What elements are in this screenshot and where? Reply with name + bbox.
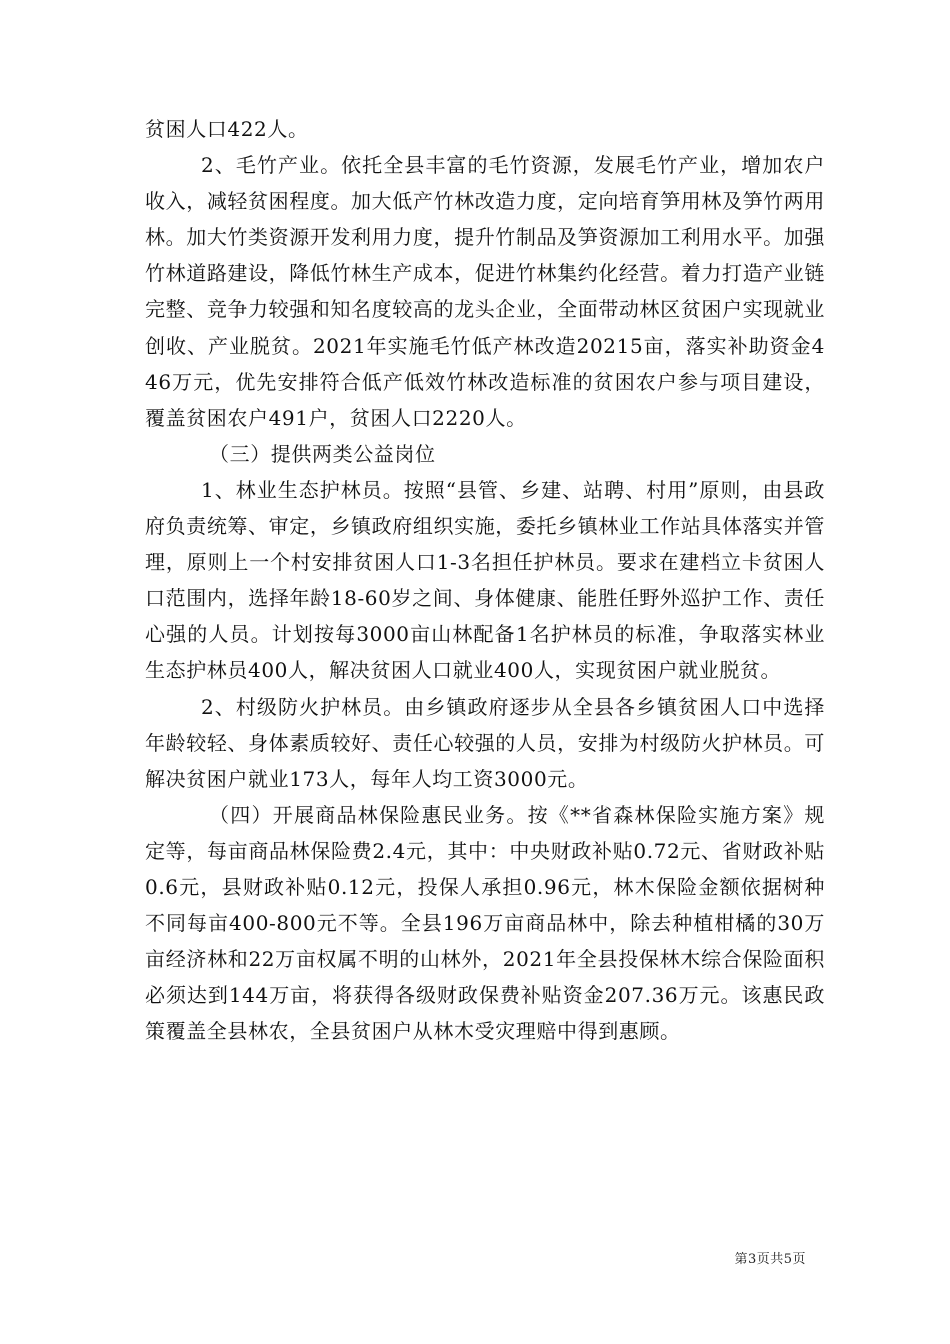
- document-body: [145, 111, 825, 1049]
- paragraph-bamboo-industry: 2、毛竹产业。依托全县丰富的毛竹资源，发展毛竹产业，增加农户收入，减轻贫困程度。加大低产竹林改造力度，定向培育笋用林及笋竹两用林。加大竹类资源开发利用力度，提升竹制品及笋资源加工利用水平。加强竹林道路建设，降低竹林生产成本，促进竹林集约化经营。着力打造产业链完整、竞争力较强和知名度较高的龙头企业，全面带动林区贫困户实现就业创收、产业脱贫。2021年实施毛竹低产林改造20215亩，落实补助资金446万元，优先安排符合低产低效竹林改造标准的贫困农户参与项目建设，覆盖贫困农户491户，贫困人口2220人。: [145, 153, 825, 430]
- paragraph-fire-ranger: 2、村级防火护林员。由乡镇政府逐步从全县各乡镇贫困人口中选择年龄较轻、身体素质较好、责任心较强的人员，安排为村级防火护林员。可解决贫困户就业173人，每年人均工资3000元。: [145, 694, 825, 791]
- section-heading-public-posts: （三）提供两类公益岗位: [209, 441, 436, 466]
- paragraph-forest-insurance: （四）开展商品林保险惠民业务。按《**省森林保险实施方案》规定等，每亩商品林保险费2.4元，其中：中央财政补贴0.72元、省财政补贴0.6元，县财政补贴0.12元，投保人承担0.96元，林木保险金额依据树种不同每亩400-800元不等。全县196万亩商品林中，除去种植柑橘的30万亩经济林和22万亩权属不明的山林外，2021年全县投保林木综合保险面积必须达到144万亩，将获得各级财政保费补贴资金207.36万元。该惠民政策覆盖全县林农，全县贫困户从林木受灾理赔中得到惠顾。: [145, 802, 825, 1044]
- page-number-footer: 第3页共5页: [734, 1252, 806, 1267]
- paragraph-continuation: 贫困人口422人。: [145, 117, 309, 141]
- paragraph-ecological-ranger: 1、林业生态护林员。按照“县管、乡建、站聘、村用”原则，由县政府负责统筹、审定，乡镇政府组织实施，委托乡镇林业工作站具体落实并管理，原则上一个村安排贫困人口1-3名担任护林员。要求在建档立卡贫困人口范围内，选择年龄18-60岁之间、身体健康、能胜任野外巡护工作、责任心强的人员。计划按每3000亩山林配备1名护林员的标准，争取落实林业生态护林员400人，解决贫困人口就业400人，实现贫困户就业脱贫。: [145, 477, 825, 683]
